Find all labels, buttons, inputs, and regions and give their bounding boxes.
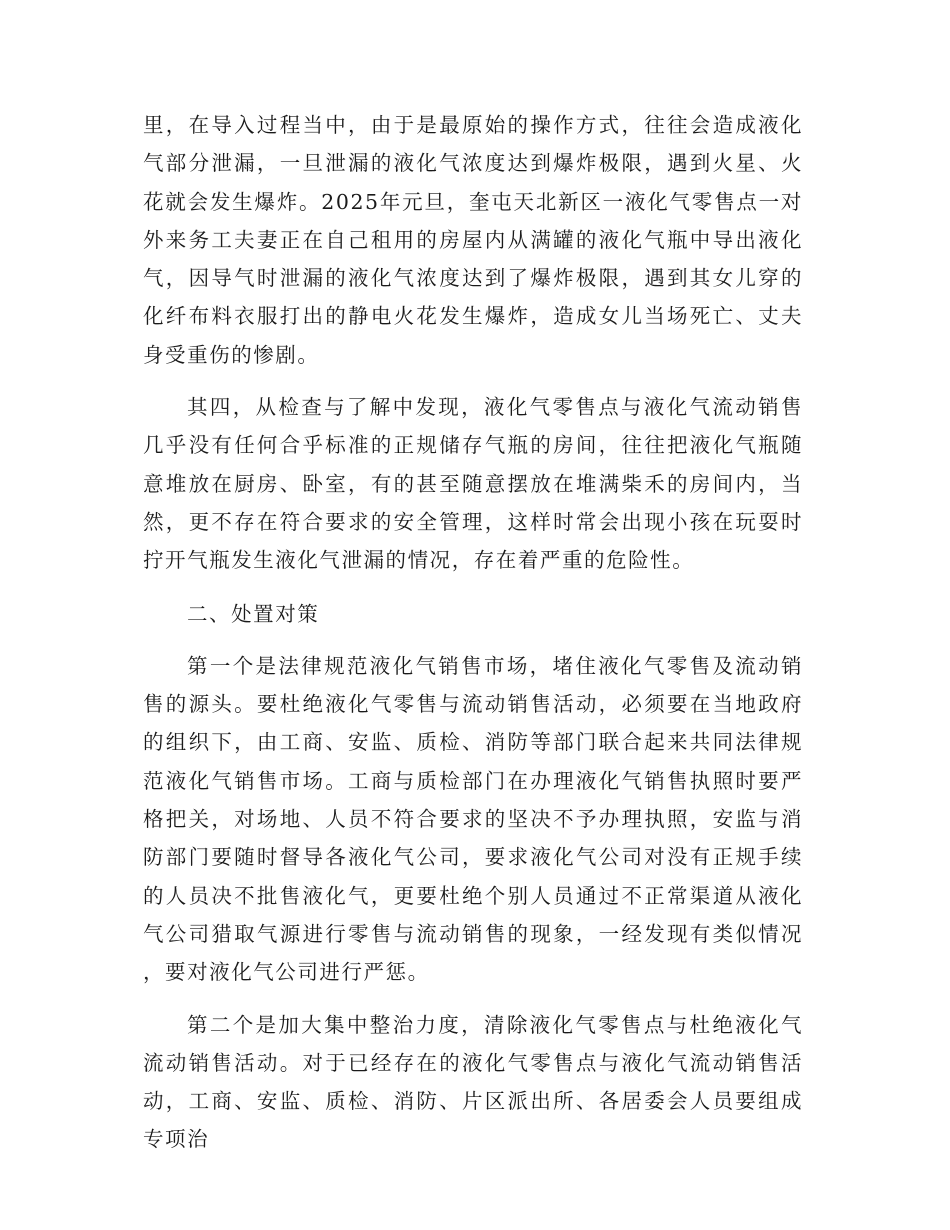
paragraph-point-four: 其四，从检查与了解中发现，液化气零售点与液化气流动销售几乎没有任何合乎标准的正规储存气瓶的房间，往往把液化气瓶随意堆放在厨房、卧室，有的甚至随意摆放在堆满柴禾的房间内，当然，更不存在符合要求的安全管理，这样时常会出现小孩在玩耍时拧开气瓶发生液化气泄漏的情况，存在着严重的危险性。 [143,395,803,573]
paragraph-continuation: 里，在导入过程当中，由于是最原始的操作方式，往往会造成液化气部分泄漏，一旦泄漏的液化气浓度达到爆炸极限，遇到火星、火花就会发生爆炸。2025年元旦，奎屯天北新区一液化气零售点一对外来务工夫妻正在自己租用的房屋内从满罐的液化气瓶中导出液化气，因导气时泄漏的液化气浓度达到了爆炸极限，遇到其女儿穿的化纤布料衣服打出的静电火花发生爆炸，造成女儿当场死亡、丈夫身受重伤的惨剧。 [143,113,803,367]
paragraph-countermeasure-two: 第二个是加大集中整治力度，清除液化气零售点与杜绝液化气流动销售活动。对于已经存在的液化气零售点与液化气流动销售活动，工商、安监、质检、消防、片区派出所、各居委会人员要组成专项治 [143,1012,803,1152]
paragraph-countermeasure-one: 第一个是法律规范液化气销售市场，堵住液化气零售及流动销售的源头。要杜绝液化气零售与流动销售活动，必须要在当地政府的组织下，由工商、安监、质检、消防等部门联合起来共同法律规范液化气销售市场。工商与质检部门在办理液化气销售执照时要严格把关，对场地、人员不符合要求的坚决不予办理执照，安监与消防部门要随时督导各液化气公司，要求液化气公司对没有正规手续的人员决不批售液化气，更要杜绝个别人员通过不正常渠道从液化气公司猎取气源进行零售与流动销售的现象，一经发现有类似情况，要对液化气公司进行严惩。 [143,653,803,985]
section-heading: 二、处置对策 [187,601,320,626]
document-body [143,106,803,1159]
